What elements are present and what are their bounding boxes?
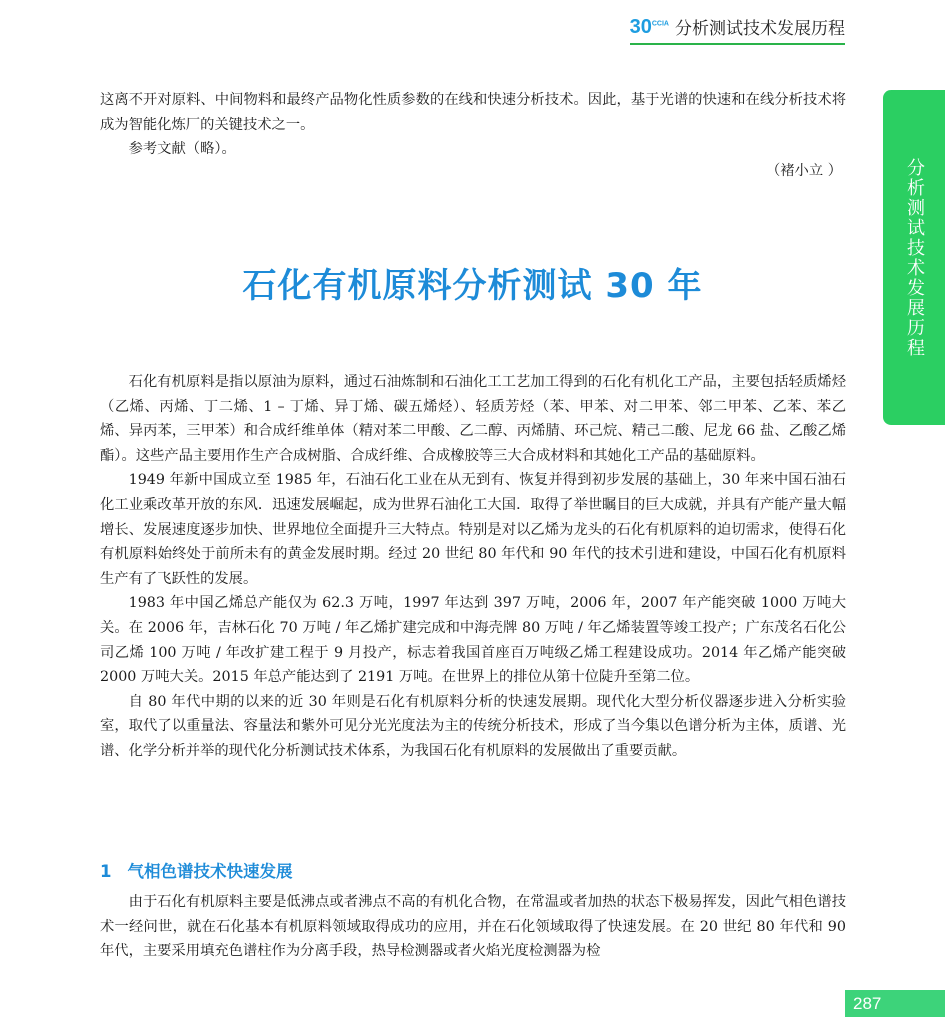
page-number: 287 bbox=[845, 990, 945, 1017]
side-tab-label: 分析测试技术发展历程 bbox=[904, 157, 925, 358]
section-title: 气相色谱技术快速发展 bbox=[127, 862, 293, 881]
references-note: 参考文献（略）。 bbox=[128, 141, 236, 158]
anniversary-logo: $30^{CCIA}$ bbox=[629, 15, 669, 38]
section-paragraph: 由于石化有机原料主要是低沸点或者沸点不高的有机化合物，在常温或者加热的状态下极易挥发，因此气相色谱技术一经问世，就在石化基本有机原料领域取得成功的应用，并在石化领域取得了快速发展。在 20 世纪 80 年代和 90 年代，主要采用填充色谱柱作为分离手段，热导检测器或者火焰光度检测器为检 bbox=[100, 894, 846, 960]
body-paragraph: 石化有机原料是指以原油为原料，通过石油炼制和石油化工工艺加工得到的石化有机化工产品，主要包括轻质烯烃（乙烯、丙烯、丁二烯、1 – 丁烯、异丁烯、碳五烯烃）、轻质芳烃（苯、甲苯、对二甲苯、邻二甲苯、乙苯、苯乙烯、异丙苯，三甲苯）和合成纤维单体（精对苯二甲酸、乙二醇、丙烯腈、环己烷、精己二酸、尼龙 66 盐、乙酸乙烯酯）。这些产品主要用作生产合成树脂、合成纤维、合成橡胶等三大合成材料和其她化工产品的基础原料。 bbox=[100, 374, 846, 464]
body-paragraph: 1983 年中国乙烯总产能仅为 62.3 万吨，1997 年达到 397 万吨，2006 年，2007 年产能突破 1000 万吨大关。在 2006 年，吉林石化 70 万吨 / 年乙烯扩建完成和中海壳牌 80 万吨 / 年乙烯装置等竣工投产；广东茂名石化公司乙烯 100 万吨 / 年改扩建工程于 9 月投产，标志着我国首座百万吨级乙烯工程建设成功。2014 年乙烯产能突破 2000 万吨大关。2015 年总产能达到了 2191 万吨。在世界上的排位从第十位陡升至第二位。 bbox=[100, 595, 846, 686]
body-paragraph: 自 80 年代中期的以来的近 30 年则是石化有机原料分析的快速发展期。现代化大型分析仪器逐步进入分析实验室，取代了以重量法、容量法和紫外可见分光光度法为主的传统分析技术，形成了当今集以色谱分析为主体，质谱、光谱、化学分析并举的现代化分析测试技术体系，为我国石化有机原料的发展做出了重要贡献。 bbox=[100, 693, 846, 759]
body-paragraph: 1949 年新中国成立至 1985 年，石油石化工业在从无到有、恢复并得到初步发展的基础上，30 年来中国石油石化工业乘改革开放的东风．迅速发展崛起，成为世界石油化工大国．取得了举世瞩目的巨大成就，并具有产能产量大幅增长、发展速度逐步加快、世界地位全面提升三大特点。特别是对以乙烯为龙头的石化有机原料的迫切需求，使得石化有机原料始终处于前所未有的黄金发展时期。经过 20 世纪 80 年代和 90 年代的技术引进和建设，中国石化有机原料生产有了飞跃性的发展。 bbox=[100, 472, 846, 587]
header-title: 分析测试技术发展历程 bbox=[675, 19, 845, 39]
article-body bbox=[100, 370, 846, 764]
author-credit: （褚小立 ） bbox=[765, 163, 842, 179]
article-title: 石化有机原料分析测试 30 年 bbox=[242, 266, 703, 306]
page-header bbox=[630, 14, 845, 45]
intro-paragraph: 这离不开对原料、中间物料和最终产品物化性质参数的在线和快速分析技术。因此，基于光谱的快速和在线分析技术将成为智能化炼厂的关键技术之一。 bbox=[100, 92, 846, 133]
section-number: 1 bbox=[100, 862, 112, 881]
section-heading bbox=[100, 858, 292, 882]
section-body bbox=[100, 890, 846, 964]
intro-block bbox=[100, 88, 846, 162]
